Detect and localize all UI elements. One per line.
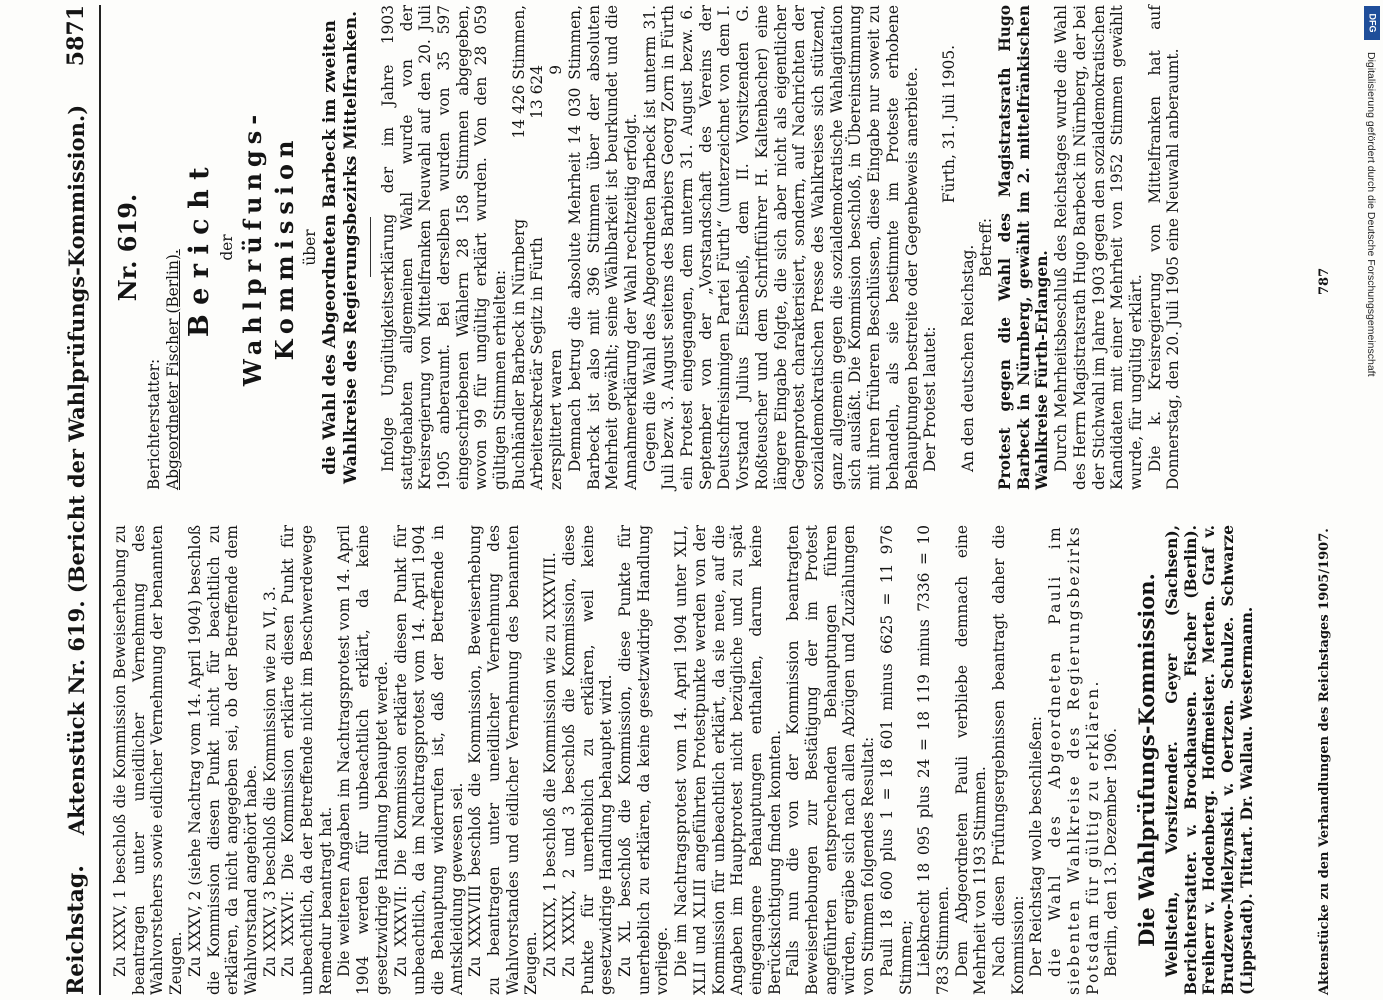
protest-place-date: Fürth, 31. Juli 1905. — [939, 45, 958, 204]
left-column — [111, 525, 1256, 995]
page-footer: Aktenstücke zu den Verhandlungen des Reichstages 1905/1907. — [1317, 528, 1332, 995]
paragraph: Zu XXXVI: Die Kommission erklärte diesen Punkt für unbeachtlich, da der Betreffende nicht im Beschwerdewege Remedur beantragt hat. — [279, 525, 335, 995]
header-rule — [99, 5, 101, 995]
result-value: 9 — [547, 65, 566, 75]
document-number: Nr. 619. — [113, 193, 142, 302]
paragraph: Zu XL beschloß die Kommission, diese Punkte für unerheblich zu erklären, da keine gesetzwidrige Handlung vorliege. — [615, 525, 672, 995]
result-row — [528, 5, 547, 490]
paragraph: Nach diesen Prüfungsergebnissen beantragt daher die Kommission: — [990, 525, 1027, 995]
calc-pauli: Pauli 18 600 plus 1 = 18 601 minus 6625 = 11 976 Stimmen; — [877, 525, 915, 995]
divider — [370, 218, 371, 278]
rotated-page-content — [55, 5, 1355, 995]
paragraph: Durch Mehrheitsbeschluß des Reichstages wurde die Wahl des Herrn Magistratsrath Hugo Barbeck in Nürnberg, der bei der Stichwahl im Jahre 1903 gegen den sozialdemokratischen Kandidaten mit einer Mehrheit von 1952 Stimmen gewählt wurde, für ungültig erklärt. — [1052, 5, 1145, 490]
page-header — [55, 5, 97, 995]
result-label: zersplittert waren — [547, 349, 566, 490]
paragraph: Zu XXXV, 2 (siehe Nachtrag vom 14. April 1904) beschloß die Kommission diesen Punkt nicht für beachtlich zu erklären, da nicht angegeben sei, ob der Betreffende dem Wahlvorstand angehört habe. — [185, 525, 260, 995]
right-column — [111, 5, 1183, 490]
commission-members: Wellstein, Vorsitzender. Geyer (Sachsen), Berichterstatter. v. Brockhausen. Fischer (Berlin). Freiherr v. Hodenberg. Hoffmeister. Merten. Graf v. Brudzewo-Mielzynski. v. Oertzen. Schulze. Schwarze (Lippstadt). Tittart. Dr. Wallau. Westermann. — [1162, 525, 1256, 995]
resolution-text: die Wahl des Abgeordneten Pauli im siebenten Wahlkreise des Regierungsbezirks Potsdam für gültig zu erklären. — [1046, 525, 1102, 995]
header-title: Aktenstück Nr. 619. (Bericht der Wahlprüfungs-Kommission.) — [63, 104, 89, 836]
report-title: Bericht — [184, 157, 216, 338]
paragraph: Dem Abgeordneten Pauli verbliebe demnach eine Mehrheit von 1193 Stimmen. — [952, 525, 990, 995]
paragraph: Die k. Kreisregierung von Mittelfranken hat auf Donnerstag, den 20. Juli 1905 eine Neuwahl anberaumt. — [1145, 5, 1183, 490]
commission-title: Wahlprüfungs-Kommission — [238, 108, 300, 387]
paragraph: Zu XXXVII: Die Kommission erklärte diesen Punkt für unbeachtlich, da im Nachtragsprotest vom 14. April 1904 die Behauptung widerrufen ist, daß der Betreffende in Amtskleidung gewesen sei. — [391, 525, 466, 995]
result-value: 13 624 — [528, 65, 547, 119]
paragraph: Zu XXXVIII beschloß die Kommission, Beweiserhebung zu beantragen unter uneidlicher Vernehmung des Wahlvorstandes und eidlicher Vernehmung des benannten Zeugen. — [466, 525, 541, 995]
report-subject: die Wahl des Abgeordneten Barbeck im zweiten Wahlkreise des Regierungsbezirks Mittelfranken. — [319, 11, 361, 485]
protest-intro: Der Protest lautet: — [921, 326, 940, 472]
title-ueber: über — [301, 229, 320, 266]
paragraph: Falls nun die von der Kommission beantragten Beweiserhebungen zur Bestätigung der im Protest angeführten entsprechenden Behauptungen führen würden, ergäbe sich nach allen Abzügen und Zuzählungen von Stimmen folgendes Resultat: — [784, 525, 878, 995]
dfg-logo-text: DFG — [1367, 13, 1377, 33]
paragraph: Zu XXXIX, 2 und 3 beschloß die Kommission, diese Punkte für unerheblich zu erklären, weil keine gesetzwidrige Handlung behauptet wird. — [559, 525, 616, 995]
paragraph: Die im Nachtragsprotest vom 14. April 1904 unter XLI, XLII und XLIII angeführten Protestpunkte werden von der Kommission für unbeachtlich erklärt, da sie neue, auf die Angaben im Hauptprotest nicht bezügliche und zu spät eingegangene Behauptungen enthalten, darum keine Berücksichtigung finden konnten. — [672, 525, 784, 995]
resolution-intro: Der Reichstag wolle beschließen: — [1027, 716, 1046, 977]
result-row — [547, 5, 566, 490]
calc-liebknecht: Liebknecht 18 095 plus 24 = 18 119 minus 7336 = 10 783 Stimmen. — [915, 525, 952, 995]
paragraph: Infolge Ungültigkeitserklärung der im Jahre 1903 stattgehabten allgemeinen Wahl wurde von der Kreisregierung von Mittelfranken Neuwahl auf den 20. Juli 1905 anberaumt. Bei derselben wurden von 35 597 eingeschriebenen Wählern 28 158 Stimmen abgegeben, wovon 99 für ungültig erklärt wurden. Von den 28 059 gültigen Stimmen erhielten: — [378, 5, 510, 490]
date-line: Berlin, den 13. Dezember 1906. — [1102, 728, 1121, 977]
footer-page-number: 787 — [1317, 267, 1332, 295]
rapporteur-label: Berichterstatter: — [145, 358, 163, 490]
protest-addressee: An den deutschen Reichstag. — [958, 244, 977, 472]
paragraph: Gegen die Wahl des Abgeordneten Barbeck ist unterm 31. Juli bezw. 3. August seitens des Barbiers Georg Zorn in Fürth ein Protest eingegangen, dem unterm 31. August bezw. 6. September von der „Vorstandschaft des Vereins der Deutschfreisinnigen Partei Fürth“ (unterzeichnet von dem I. Vorstand Julius Eisenbeiß, dem II. Vorsitzenden G. Roßteuscher und dem Schriftführer H. Kaltenbacher) eine längere Eingabe folgte, die sich aber nicht als eigentlicher Gegenprotest charakterisiert, sondern, auf Nachrichten der sozialdemokratischen Presse des Wahlkreises sich stützend, ganz allgemein gegen die sozialdemokratische Wahlagitation sich ausläßt. Die Kommission beschloß, in Übereinstimmung mit ihren früheren Beschlüssen, diese Eingabe nur soweit zu behandeln, als sie bestimmte im Proteste erhobene Behauptungen bestreite oder Gegenbeweis anerbiete. — [640, 5, 921, 490]
result-label: Buchhändler Barbeck in Nürnberg — [509, 218, 528, 490]
commission-signature-title: Die Wahlprüfungs-Kommission. — [1133, 573, 1159, 947]
header-left: Reichstag. — [63, 865, 89, 995]
paragraph: Die weiteren Angaben im Nachtragsprotest vom 14. April 1904 werden für unbeachtlich erklärt, da keine gesetzwidrige Handlung behauptet werde. — [335, 525, 391, 995]
paragraph: Zu XXXV, 1 beschloß die Kommission Beweiserhebung zu beantragen unter uneidlicher Vernehmung des Wahlvorstehers sowie eidlicher Vernehmung der benannten Zeugen. — [111, 525, 186, 995]
digitization-note: Digitalisierung gefördert durch die Deutsche Forschungsgemeinschaft — [1365, 52, 1377, 377]
header-page-number: 5871 — [63, 5, 89, 67]
betreff-label: Betreff: — [977, 217, 996, 278]
result-label: Arbeitersekretär Segitz in Fürth — [528, 237, 547, 490]
digitization-strip — [1360, 6, 1380, 994]
paragraph: Zu XXXV, 3 beschloß die Kommission wie zu VI, 3. — [260, 586, 279, 977]
rapporteur-name: Abgeordneter Fischer (Berlin). — [163, 249, 182, 490]
title-der: der — [218, 234, 237, 261]
paragraph: Demnach betrug die absolute Mehrheit 14 030 Stimmen, Barbeck ist also mit 396 Stimmen über der absoluten Mehrheit gewählt; seine Wählbarkeit ist beurkundet und die Annahmeerklärung der Wahl rechtzeitig erfolgt. — [565, 5, 640, 490]
betreff-text: Protest gegen die Wahl des Magistratsrath Hugo Barbeck in Nürnberg, gewählt im 2. mittelfränkischen Wahlkreise Fürth-Erlangen. — [996, 5, 1052, 490]
result-row — [510, 5, 529, 490]
paragraph: Zu XXXIX, 1 beschloß die Kommission wie zu XXXVIII. — [541, 552, 560, 977]
result-value: 14 426 Stimmen, — [509, 5, 528, 139]
